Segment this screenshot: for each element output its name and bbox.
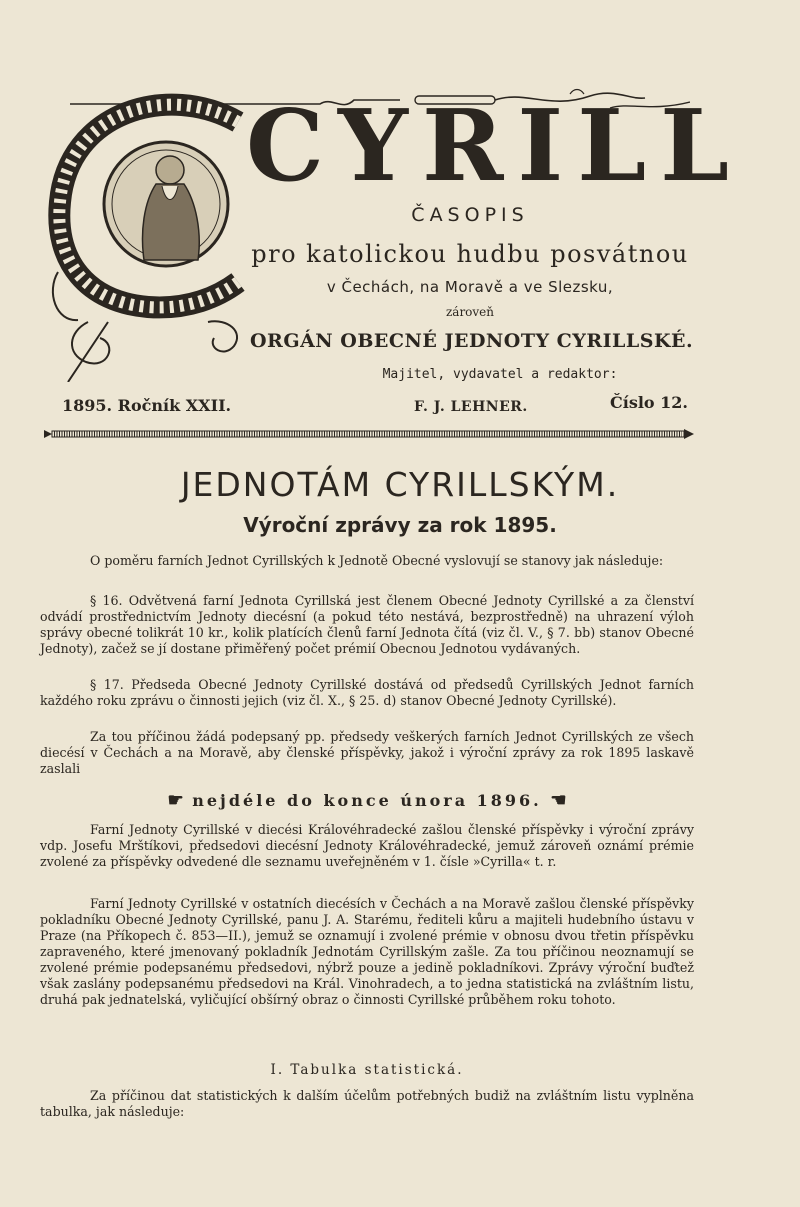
article-heading: JEDNOTÁM CYRILLSKÝM. bbox=[180, 465, 620, 504]
section-heading-tabulka: I. Tabulka statistická. bbox=[270, 1062, 464, 1078]
masthead-subtitle: pro katolickou hudbu posvátnou bbox=[251, 240, 689, 268]
masthead-title: CYRILL bbox=[246, 89, 744, 204]
paragraph-request: Za tou příčinou žádá podepsaný pp. předsedy veškerých farních Jednot Cyrillských ze všech diecésí v Čechách a na Moravě, aby členské příspěvky, jakož i výroční zprávy za rok 1895 laskavě zaslali bbox=[40, 729, 694, 776]
masthead-casopis: ČASOPIS bbox=[411, 204, 529, 226]
masthead-publisher-label: Majitel, vydavatel a redaktor: bbox=[382, 367, 618, 382]
paragraph-section-17: § 17. Předseda Obecné Jednoty Cyrillské dostává od předsedů Cyrillských Jednot farních každého roku zprávu o činnosti jejich (viz čl. X., § 25. d) stanov Obecné Jednoty Cyrillské). bbox=[40, 677, 694, 708]
paragraph-statistika: Za příčinou dat statistických k dalším účelům potřebných budiž na zvláštním listu vyplněna tabulka, jak následuje: bbox=[40, 1088, 694, 1119]
paragraph-kralovehradecka: Farní Jednoty Cyrillské v diecési Královéhradecké zašlou členské příspěvky i výroční zprávy vdp. Josefu Mrštíkovi, předsedovi diecésní Jednoty Královéhradecké, jemuž zároveň oznámí prémie zvolené za příspěvky odvedené dle seznamu uveřejněném v 1. čísle »Cyrilla« t. r. bbox=[40, 822, 694, 869]
editor-name: F. J. LEHNER. bbox=[414, 399, 528, 415]
issue-number: Číslo 12. bbox=[610, 393, 688, 412]
masthead-region: v Čechách, na Moravě a ve Slezsku, bbox=[326, 278, 614, 296]
paragraph-section-16: § 16. Odvětvená farní Jednota Cyrillská jest členem Obecné Jednoty Cyrillské a za členství odvádí prostřednictvím Jednoty diecésní (a pokud této nestává, bezprostředně) na uhrazení výloh správy obecné tolikrát 10 kr., kolik platících členů farní Jednota čítá (viz čl. V., § 7. bb) stanov Obecné Jednoty), začež se jí dostane přiměřený počet prémií Obecnou Jednotou vydávaných. bbox=[40, 593, 694, 656]
article-subheading: Výroční zprávy za rok 1895. bbox=[243, 513, 557, 537]
year-volume: 1895. Ročník XXII. bbox=[62, 396, 232, 415]
deadline-text: nejdéle do konce února 1896. bbox=[192, 791, 542, 810]
saint-portrait-initial-c-icon bbox=[48, 92, 258, 382]
paragraph-intro: O poměru farních Jednot Cyrillských k Jednotě Obecné vyslovují se stanovy jak následuje: bbox=[90, 553, 664, 568]
pointing-hand-left-icon: ☚ bbox=[550, 790, 567, 811]
hatched-rule-divider bbox=[44, 428, 694, 440]
masthead-organ: ORGÁN OBECNÉ JEDNOTY CYRILLSKÉ. bbox=[250, 330, 694, 352]
masthead-zaroven: zároveň bbox=[445, 305, 495, 319]
paragraph-ostatni-diecese: Farní Jednoty Cyrillské v ostatních diecésích v Čechách a na Moravě zašlou členské příspěvky pokladníku Obecné Jednoty Cyrillské, panu J. A. Starému, řediteli kůru a majiteli hudebního ústavu v Praze (na Příkopech č. 853—II.), jemuž se oznamují i zvolené prémie v obnosu dvou třetin příspěvku zapraveného, které jmenovaný pokladník Jednotám Cyrillským zašle. Za tou příčinou neoznamují se zvolené prémie podepsanému předsedovi, nýbrž pouze a jedině pokladníkovi. Zprávy výroční buďtež však zaslány podepsanému předsedovi na Král. Vinohradech, a to jedna statistická na zvláštním listu, druhá pak jednatelská, vyličující obšírný obraz o činnosti Cyrillské průběhem roku tohoto. bbox=[40, 896, 694, 1007]
pointing-hand-right-icon: ☛ bbox=[167, 790, 184, 811]
deadline-banner bbox=[40, 790, 694, 811]
